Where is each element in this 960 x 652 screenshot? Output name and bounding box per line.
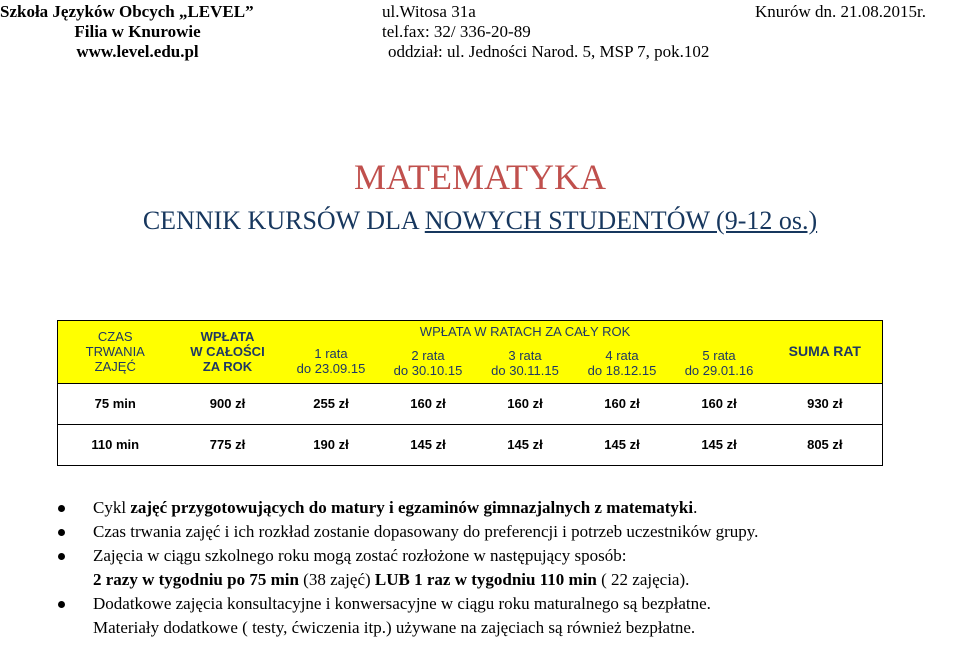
list-item [58, 593, 948, 615]
note-4: Dodatkowe zajęcia konsultacyjne i konwersacyjne w ciągu roku maturalnego są bezpłatne. [93, 594, 711, 613]
date: Knurów dn. 21.08.2015r. [755, 2, 926, 21]
row2-full: 775 zł [173, 424, 283, 465]
installment-5-label: 5 rata [702, 347, 736, 363]
row2-duration: 110 min [58, 424, 173, 465]
header-duration [58, 321, 173, 384]
list-item [58, 521, 948, 543]
installment-5-due: do 29.01.16 [684, 362, 754, 378]
page-title: MATEMATYKA [354, 157, 606, 197]
bullet-icon [58, 505, 65, 512]
note-1-a: Cykl [93, 498, 131, 517]
installment-2-due: do 30.10.15 [393, 362, 463, 378]
office-address: oddział: ul. Jedności Narod. 5, MSP 7, pok.102 [388, 42, 710, 61]
bullet-icon [58, 529, 65, 536]
subtitle-part-2: NOWYCH STUDENTÓW (9-12 os.) [424, 206, 818, 235]
row1-full: 900 zł [173, 383, 283, 424]
header-full-l2: W CAŁOŚCI [190, 344, 265, 360]
note-3-detail-b: (38 zajęć) [298, 570, 375, 589]
row1-duration: 75 min [58, 383, 173, 424]
note-3-detail-d: ( 22 zajęcia). [596, 570, 690, 589]
row1-rata1: 255 zł [283, 383, 380, 424]
row2-rata1: 190 zł [283, 424, 380, 465]
header-full-payment [173, 321, 283, 384]
note-4-detail [58, 617, 948, 639]
phone-fax: tel.fax: 32/ 336-20-89 [382, 22, 531, 41]
list-item [58, 545, 948, 567]
page-subtitle [0, 205, 960, 237]
header-duration-l2: TRWANIA [85, 344, 145, 360]
note-1-b: zajęć przygotowujących do matury i egzaminów gimnazjalnych z matematyki [130, 498, 694, 517]
row2-rata5: 145 zł [671, 424, 768, 465]
installment-2-label: 2 rata [411, 347, 445, 363]
header-installment-1 [283, 339, 380, 383]
header-duration-l3: ZAJĘĆ [94, 359, 136, 375]
installment-1-label: 1 rata [314, 345, 348, 361]
note-3-detail-c: LUB 1 raz w tygodniu 110 min [374, 570, 597, 589]
header-installment-4 [574, 339, 671, 383]
price-table [57, 320, 883, 466]
header-installments: WPŁATA W RATACH ZA CAŁY ROK [283, 321, 768, 340]
header-installment-5 [671, 339, 768, 383]
installment-3-due: do 30.11.15 [491, 362, 559, 378]
list-item [58, 497, 948, 519]
row1-rata5: 160 zł [671, 383, 768, 424]
row1-rata3: 160 zł [477, 383, 574, 424]
notes-list [58, 497, 948, 641]
row2-rata4: 145 zł [574, 424, 671, 465]
row2-rata2: 145 zł [380, 424, 477, 465]
header-installment-2 [380, 339, 477, 383]
address: ul.Witosa 31a [382, 2, 476, 21]
installment-4-label: 4 rata [605, 347, 639, 363]
note-1-c: . [693, 498, 698, 517]
installment-3-label: 3 rata [508, 347, 542, 363]
note-3: Zajęcia w ciągu szkolnego roku mogą zostać rozłożone w następujący sposób: [93, 546, 627, 565]
row1-sum: 930 zł [768, 383, 883, 424]
header-installment-3 [477, 339, 574, 383]
subtitle-part-1: CENNIK KURSÓW DLA [142, 206, 425, 235]
header-full-l1: WPŁATA [200, 329, 255, 345]
note-4-detail-text: Materiały dodatkowe ( testy, ćwiczenia itp.) używane na zajęciach są również bezpłatne. [93, 618, 696, 637]
header-full-l3: ZA ROK [202, 359, 253, 375]
row1-rata4: 160 zł [574, 383, 671, 424]
row1-rata2: 160 zł [380, 383, 477, 424]
website: www.level.edu.pl [76, 42, 199, 61]
note-3-detail-a: 2 razy w tygodniu po 75 min [93, 570, 299, 589]
bullet-icon [58, 601, 65, 608]
row2-sum: 805 zł [768, 424, 883, 465]
branch-name: Filia w Knurowie [74, 22, 201, 41]
note-2: Czas trwania zajęć i ich rozkład zostanie dopasowany do preferencji i potrzeb uczestników grupy. [93, 522, 759, 541]
installment-1-due: do 23.09.15 [296, 360, 366, 376]
note-3-detail [58, 569, 948, 591]
bullet-icon [58, 553, 65, 560]
header-duration-l1: CZAS [97, 329, 133, 345]
installment-4-due: do 18.12.15 [587, 362, 657, 378]
header-sum: SUMA RAT [768, 321, 883, 384]
school-name: Szkoła Języków Obcych „LEVEL” [0, 2, 254, 21]
table-row [58, 424, 883, 465]
table-row [58, 383, 883, 424]
row2-rata3: 145 zł [477, 424, 574, 465]
